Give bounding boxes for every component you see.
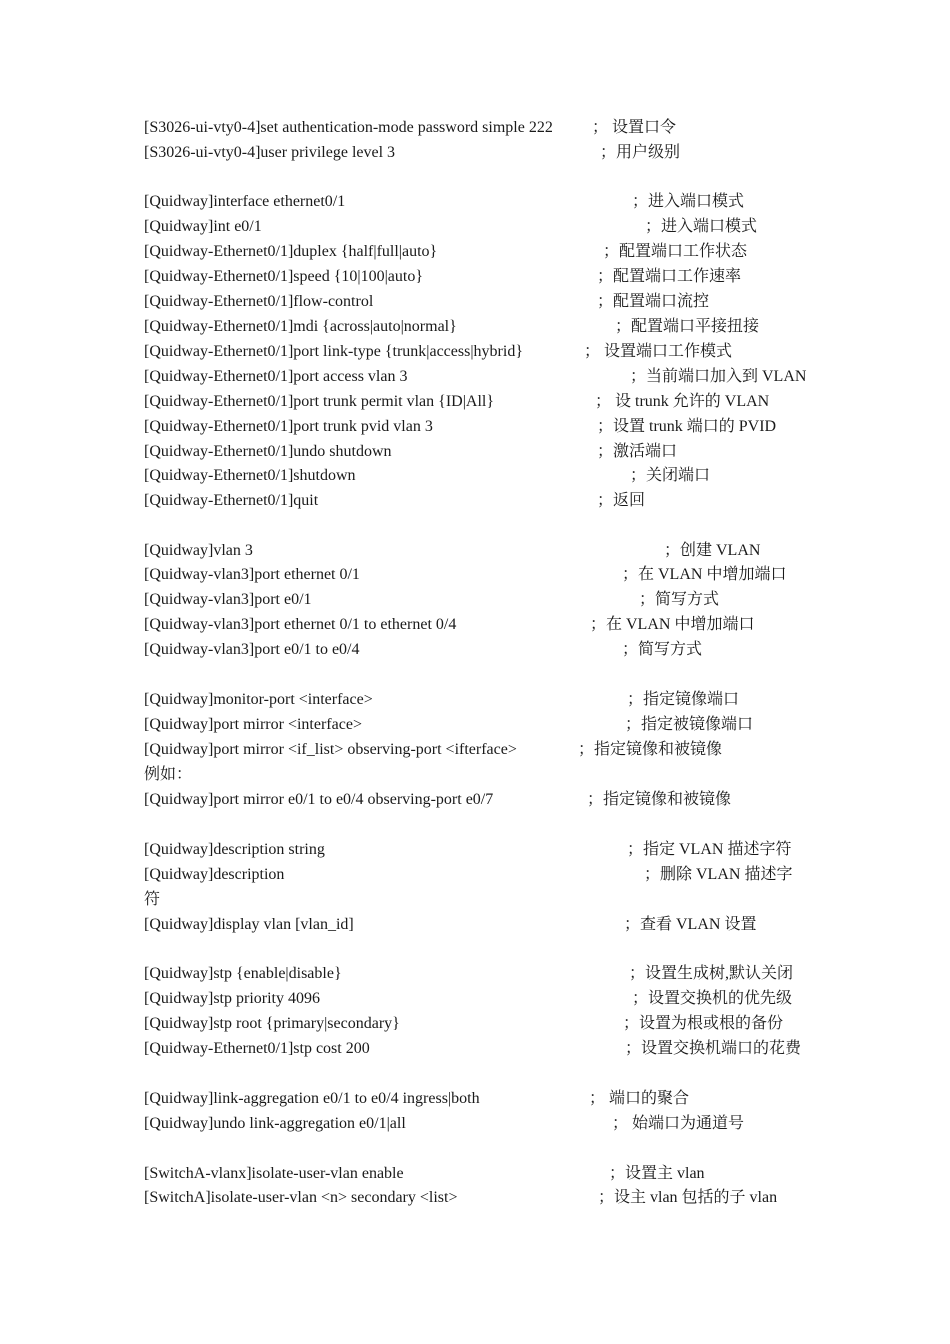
command-text: [Quidway]display vlan [vlan_id] [144,916,354,933]
text-line [0,464,950,488]
command-text: [Quidway-Ethernet0/1]duplex {half|full|auto} [144,243,438,260]
command-text: [Quidway]port mirror e0/1 to e0/4 observing-port e0/7 [144,791,494,808]
command-text: [S3026-ui-vty0-4]set authentication-mode password simple 222 [144,119,553,136]
command-text: [Quidway-Ethernet0/1]quit [144,492,319,509]
text-line [0,290,950,314]
comment-text: ；简写方式 [622,641,703,658]
comment-text: ；简写方式 [639,591,720,608]
comment-text: ；指定镜像和被镜像 [587,791,732,808]
text-line [0,588,950,612]
text-line [0,613,950,637]
text-line [0,638,950,662]
command-text: [Quidway-vlan3]port ethernet 0/1 to ethernet 0/4 [144,616,457,633]
command-text: [Quidway-vlan3]port e0/1 [144,591,312,608]
text-line [0,415,950,439]
command-text: [Quidway]undo link-aggregation e0/1|all [144,1115,406,1132]
text-line [0,365,950,389]
text-line [0,788,950,812]
command-text: [Quidway]port mirror <if_list> observing-port <ifterface> [144,741,517,758]
text-line [0,1112,950,1136]
command-text: [Quidway-Ethernet0/1]port link-type {trunk|access|hybrid} [144,343,523,360]
command-text: [Quidway-Ethernet0/1]port trunk pvid vlan 3 [144,418,433,435]
text-line [0,913,950,937]
comment-text: ；指定镜像和被镜像 [578,741,723,758]
command-text: [Quidway]link-aggregation e0/1 to e0/4 ingress|both [144,1090,480,1107]
comment-text: ；激活端口 [597,443,678,460]
comment-text: ；关闭端口 [630,467,711,484]
comment-text: ；设置为根或根的备份 [623,1015,784,1032]
command-text: [Quidway]interface ethernet0/1 [144,193,346,210]
command-text: [Quidway]stp priority 4096 [144,990,320,1007]
comment-text: ；配置端口工作状态 [603,243,748,260]
text-line [0,190,950,214]
comment-text: ；指定 VLAN 描述字符 [627,841,792,858]
text-line [0,315,950,339]
text-line [0,563,950,587]
comment-text: ；指定被镜像端口 [625,716,754,733]
comment-text: ；查看 VLAN 设置 [624,916,757,933]
text-line [0,390,950,414]
comment-text: ； 设置端口工作模式 [584,343,733,360]
text-line [0,1186,950,1210]
command-text: [Quidway]monitor-port <interface> [144,691,373,708]
command-text: [Quidway-vlan3]port e0/1 to e0/4 [144,641,360,658]
command-text: [S3026-ui-vty0-4]user privilege level 3 [144,144,396,161]
command-text: [Quidway-Ethernet0/1]port trunk permit vlan {ID|All} [144,393,495,410]
comment-text: ；返回 [597,492,646,509]
text-line [0,141,950,165]
text-line [0,713,950,737]
text-line [0,688,950,712]
comment-text: ；在 VLAN 中增加端口 [590,616,755,633]
comment-text: ；当前端口加入到 VLAN [630,368,807,385]
text-line [0,888,950,912]
text-line [0,1012,950,1036]
comment-text: ； 始端口为通道号 [612,1115,745,1132]
comment-text: ；配置端口平接扭接 [615,318,760,335]
command-text: [Quidway-Ethernet0/1]port access vlan 3 [144,368,408,385]
text-line [0,489,950,513]
text-line [0,340,950,364]
text-line [0,240,950,264]
command-text: [Quidway]port mirror <interface> [144,716,362,733]
text-line [0,962,950,986]
text-line [0,440,950,464]
command-text: [SwitchA-vlanx]isolate-user-vlan enable [144,1165,404,1182]
text-line [0,116,950,140]
command-text: 例如： [144,766,193,783]
comment-text: ；设置主 vlan [609,1165,705,1182]
text-line [0,863,950,887]
command-text: [Quidway-vlan3]port ethernet 0/1 [144,566,360,583]
command-text: [Quidway-Ethernet0/1]shutdown [144,467,356,484]
comment-text: ；进入端口模式 [645,218,758,235]
comment-text: ； 设 trunk 允许的 VLAN [595,393,770,410]
text-line [0,265,950,289]
text-line [0,738,950,762]
text-line [0,215,950,239]
comment-text: ；配置端口流控 [597,293,710,310]
text-line [0,1037,950,1061]
command-text: [Quidway]stp {enable|disable} [144,965,342,982]
comment-text: ；设置交换机的优先级 [632,990,793,1007]
command-text: [Quidway-Ethernet0/1]undo shutdown [144,443,392,460]
comment-text: ；在 VLAN 中增加端口 [622,566,787,583]
command-text: [Quidway]description [144,866,285,883]
command-text: [Quidway-Ethernet0/1]flow-control [144,293,374,310]
text-line [0,1087,950,1111]
comment-text: ；创建 VLAN [664,542,761,559]
text-line [0,987,950,1011]
comment-text: ；设置交换机端口的花费 [625,1040,802,1057]
command-text: [Quidway]description string [144,841,325,858]
comment-text: ；设主 vlan 包括的子 vlan [598,1189,778,1206]
comment-text: ； 设置口令 [592,119,677,136]
text-line [0,539,950,563]
command-text: [Quidway]stp root {primary|secondary} [144,1015,400,1032]
comment-text: ；设置生成树,默认关闭 [629,965,794,982]
text-line [0,838,950,862]
comment-text: ； 端口的聚合 [589,1090,690,1107]
command-text: [Quidway]int e0/1 [144,218,262,235]
text-line [0,1162,950,1186]
command-text: [Quidway-Ethernet0/1]stp cost 200 [144,1040,370,1057]
text-line [0,763,950,787]
comment-text: ；配置端口工作速率 [597,268,742,285]
comment-text: ；删除 VLAN 描述字 [644,866,793,883]
command-text: [Quidway-Ethernet0/1]mdi {across|auto|normal} [144,318,457,335]
comment-text: ；指定镜像端口 [627,691,740,708]
command-text: [SwitchA]isolate-user-vlan <n> secondary <list> [144,1189,458,1206]
comment-text: ；设置 trunk 端口的 PVID [597,418,777,435]
comment-text: ；进入端口模式 [632,193,745,210]
command-text: 符 [144,891,161,908]
comment-text: ；用户级别 [600,144,681,161]
command-text: [Quidway-Ethernet0/1]speed {10|100|auto} [144,268,424,285]
command-text: [Quidway]vlan 3 [144,542,253,559]
